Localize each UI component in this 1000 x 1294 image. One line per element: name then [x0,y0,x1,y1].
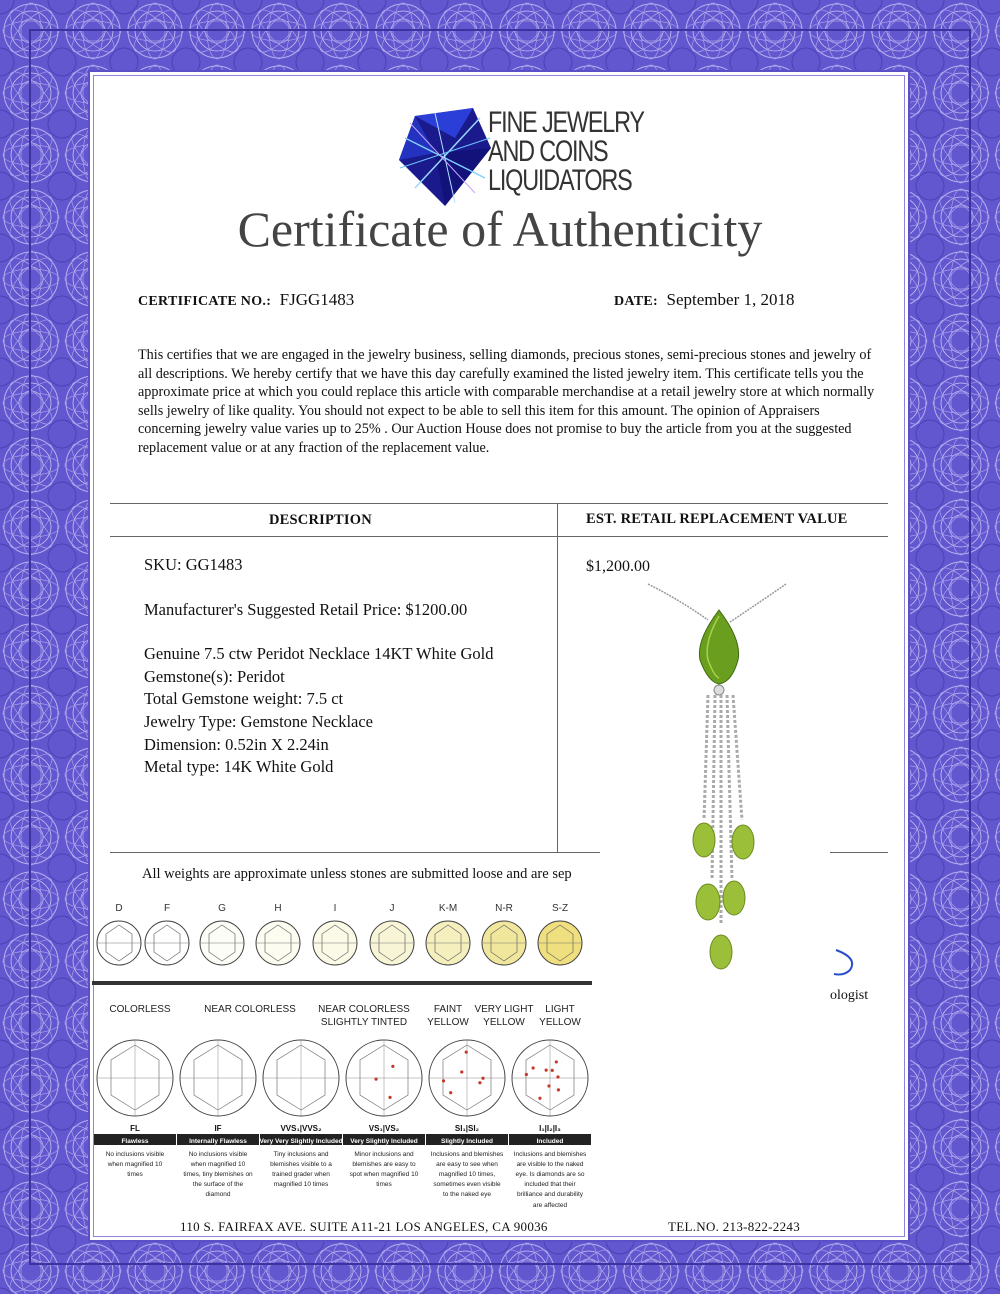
color-grade-label: I [333,903,337,914]
description-body [144,554,493,779]
signature-mark-icon [832,946,860,978]
color-grade-label: S-Z [551,903,569,914]
item-line: Jewelry Type: Gemstone Necklace [144,711,373,731]
clarity-description: Tiny inclusions and [273,1151,329,1158]
clarity-description: are easy to see when [436,1161,498,1168]
inclusion-mark [551,1069,554,1072]
clarity-description: times [376,1181,392,1188]
item-line: Metal type: 14K White Gold [144,757,334,777]
color-group-label: LIGHT [545,1004,575,1015]
inclusion-mark [525,1073,528,1076]
clarity-description: when magnified 10 [107,1161,163,1168]
color-grade-label: G [218,903,226,914]
gem-logo-icon [395,108,495,208]
color-grade-label: H [274,903,282,914]
grade-scale-bar [92,981,592,985]
clarity-description: blemishes are easy to [352,1161,416,1168]
color-grade-label: N-R [495,903,513,914]
signature-caption: ologist [830,988,869,1003]
clarity-description: blemishes visible to a [270,1161,332,1168]
table-column-divider [557,503,558,852]
clarity-name: Very Very Slightly Included [259,1138,343,1145]
inclusion-mark [449,1091,452,1094]
clarity-name: Flawless [121,1138,149,1145]
peridot-necklace-image [600,580,830,980]
table-header-rule [110,536,888,537]
inclusion-mark [478,1081,481,1084]
inclusion-mark [545,1069,548,1072]
inclusion-mark [481,1077,484,1080]
clarity-description: Inclusions and blemishes [430,1151,504,1158]
weights-footnote: All weights are approximate unless stones are submitted loose and are sep [142,866,572,882]
inclusion-mark [442,1079,445,1082]
clarity-description: No inclusions visible [105,1151,165,1158]
clarity-description: the surface of the [192,1181,244,1188]
intro-paragraph: This certifies that we are engaged in the jewelry business, selling diamonds, precious stones, semi-precious stones and jewelry of all descriptions. We hereby certify that we have this day carefully examined the listed jewelry item. This certificate tells you the approximate price at which you could replace this article with comparable merchandise at a retail jewelry store at which normally sells jewelry of like quality. You should not expect to be able to sell this item for this amount. The opinion of Appraisers concerning jewelry value varies up to 25% . Our Auction House does not promise to buy the article from you at the suggested replacement value or at any fraction of the replacement value. [138,347,875,456]
clarity-description: trained grader when [272,1171,330,1178]
color-group-label: COLORLESS [109,1004,171,1015]
clarity-description: times, tiny blemishes on [183,1171,253,1178]
item-line: Total Gemstone weight: 7.5 ct [144,689,344,709]
clarity-description: No inclusions visible [188,1151,248,1158]
inclusion-mark [460,1070,463,1073]
inclusion-mark [557,1088,560,1091]
color-grade-label: F [163,903,171,914]
clarity-code: VS₁|VS₂ [368,1124,400,1133]
clarity-description: spot when magnified 10 [349,1171,419,1178]
clarity-description: diamond [205,1191,231,1198]
diamond-grading-chart [92,895,592,1215]
table-top-rule [110,503,888,504]
inclusion-mark [391,1065,394,1068]
inclusion-mark [538,1097,541,1100]
address-street: 110 S. FAIRFAX AVE. SUITE A11-21 LOS ANGELES, CA 90036 [180,1219,548,1234]
replacement-value: $1,200.00 [586,558,650,575]
msrp-text: Manufacturer's Suggested Retail Price: $1200.00 [144,599,468,619]
clarity-name: Very Slightly Included [350,1138,418,1145]
clarity-description: included that their [524,1181,576,1188]
clarity-description: brilliance and durability [516,1191,584,1198]
clarity-description: when magnified 10 [190,1161,246,1168]
color-group-label: YELLOW [539,1017,581,1028]
clarity-description: magnified 10 times, [438,1171,496,1178]
clarity-description: magnified 10 times [273,1181,329,1188]
clarity-description: to the naked eye [442,1191,492,1198]
clarity-code: I₁|I₂|I₃ [539,1124,561,1133]
address-phone: TEL.NO. 213-822-2243 [668,1219,801,1234]
color-grade-label: J [389,903,395,914]
company-logo-text: FINE JEWELRY AND COINS LIQUIDATORS [488,106,644,197]
sku-text: SKU: GG1483 [144,555,243,574]
color-group-label: FAINT [433,1004,463,1015]
item-line: Dimension: 0.52in X 2.24in [144,734,329,754]
clarity-name: Included [536,1138,564,1145]
inclusion-mark [556,1075,559,1078]
item-line: Genuine 7.5 ctw Peridot Necklace 14KT White Gold [144,644,494,664]
clarity-code: FL [130,1124,140,1133]
clarity-description: are visible to the naked [516,1161,584,1168]
value-header: EST. RETAIL REPLACEMENT VALUE [586,511,848,527]
clarity-description: are affected [532,1202,568,1209]
clarity-description: times [127,1171,143,1178]
clarity-description: Minor inclusions and [354,1151,414,1158]
page-title: Certificate of Authenticity [237,201,763,257]
clarity-description: Inclusions and blemishes [513,1151,587,1158]
color-group-label: VERY LIGHT [474,1004,534,1015]
inclusion-mark [547,1084,550,1087]
clarity-description: sometimes even visible [433,1181,501,1188]
item-line: Gemstone(s): Peridot [144,666,285,686]
color-group-label: YELLOW [427,1017,469,1028]
description-header: DESCRIPTION [269,512,372,528]
clarity-code: VVS₁|VVS₂ [280,1124,322,1133]
inclusion-mark [374,1078,377,1081]
color-grade-label: D [115,903,123,914]
clarity-description: eye. Is diamonds are so [515,1171,585,1178]
inclusion-mark [555,1060,558,1063]
inclusion-mark [388,1096,391,1099]
color-grade-label: K-M [438,903,458,914]
inclusion-mark [532,1066,535,1069]
color-group-label: NEAR COLORLESS [318,1004,410,1015]
clarity-name: Internally Flawless [189,1138,247,1145]
inclusion-mark [465,1051,468,1054]
color-group-label: NEAR COLORLESS [204,1004,296,1015]
color-group-label: SLIGHTLY TINTED [320,1017,408,1028]
clarity-code: IF [214,1124,222,1133]
clarity-name: Slightly Included [440,1138,494,1145]
certificate-number: CERTIFICATE NO.: FJGG1483 [138,290,355,309]
certificate-date: DATE: September 1, 2018 [614,290,795,309]
color-group-label: YELLOW [483,1017,525,1028]
clarity-code: SI₁|SI₂ [454,1124,480,1133]
